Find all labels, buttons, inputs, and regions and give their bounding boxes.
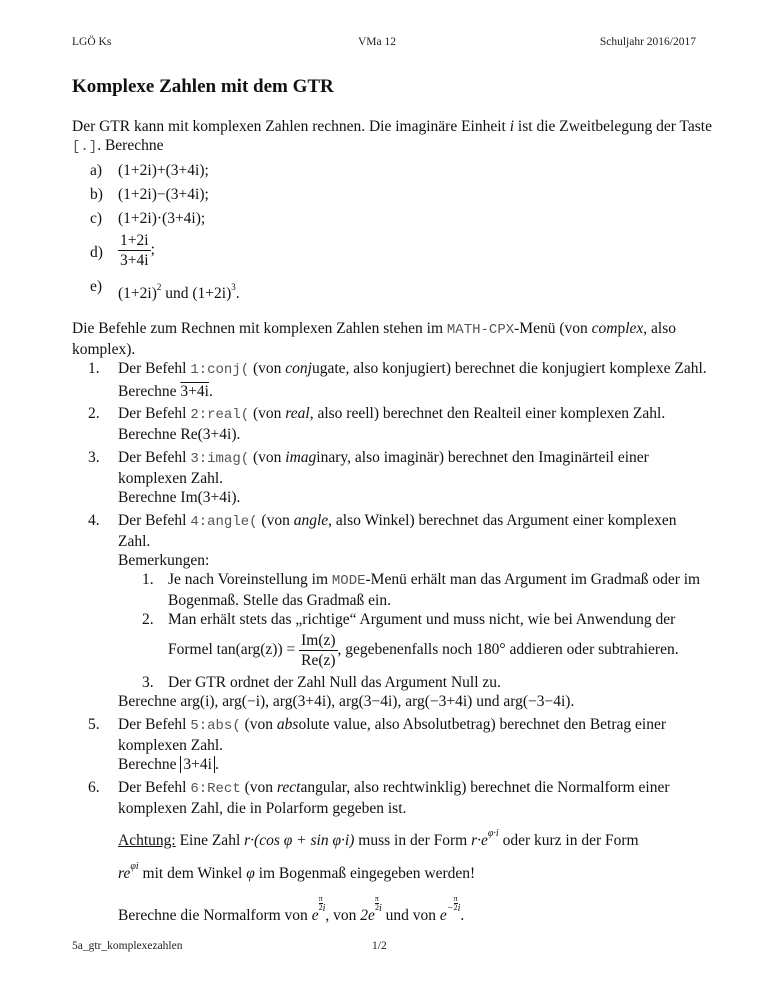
task-label: Berechne bbox=[118, 426, 181, 443]
task-label: Berechne bbox=[118, 383, 181, 400]
punctuation: . bbox=[214, 756, 219, 773]
punctuation: . bbox=[236, 489, 241, 506]
command-name: 4:angle( bbox=[190, 514, 258, 530]
task-line bbox=[118, 488, 712, 507]
exponent-i: i bbox=[322, 903, 326, 914]
text: Der GTR ordnet der Zahl Null das Argument Null zu. bbox=[168, 674, 501, 691]
emphasis: real bbox=[285, 405, 310, 422]
exponent-minus: − bbox=[446, 903, 454, 914]
task-line bbox=[118, 895, 712, 925]
task-expression: Im(3+4i) bbox=[180, 489, 237, 506]
text: inary, also imaginär) berechnet den Imaginärteil einer komplexen Zahl. bbox=[118, 449, 649, 487]
text: p bbox=[617, 320, 626, 337]
command-item-angle bbox=[72, 511, 712, 711]
remarks-label: Bemerkungen: bbox=[118, 552, 210, 569]
exponent: φ·i bbox=[487, 828, 499, 839]
footer-filename: 5a_gtr_komplexezahlen bbox=[72, 940, 183, 952]
pi: π bbox=[318, 894, 323, 903]
punctuation: . bbox=[236, 426, 241, 443]
two: 2 bbox=[318, 903, 323, 912]
text: Der Befehl bbox=[118, 360, 191, 377]
pi: π bbox=[453, 894, 458, 903]
text: Formel bbox=[168, 641, 217, 659]
warning-paragraph bbox=[118, 821, 712, 887]
emphasis: lex bbox=[625, 320, 644, 337]
command-item-imag bbox=[72, 448, 712, 507]
item-number: 1. bbox=[88, 360, 100, 377]
conjunction: und bbox=[165, 285, 189, 302]
exercise-item bbox=[72, 275, 712, 302]
text: (von bbox=[249, 360, 286, 377]
command-item-conj bbox=[72, 359, 712, 401]
exercise-label: e) bbox=[90, 278, 103, 295]
punctuation: . bbox=[460, 907, 465, 924]
text: angular, also rechtwinklig) berechnet die Normalform einer komplexen Zahl, die in Polarform gegeben ist. bbox=[118, 779, 670, 817]
task-line bbox=[118, 382, 712, 401]
command-item-abs bbox=[72, 715, 712, 774]
item-number: 2. bbox=[142, 611, 154, 628]
euler-e: e bbox=[439, 907, 447, 924]
key-label: [.] bbox=[72, 139, 98, 155]
exercise-label: c) bbox=[90, 210, 103, 227]
fraction-denominator: 3+4i bbox=[120, 252, 149, 269]
text: mit dem Winkel bbox=[138, 865, 247, 882]
task-label: Berechne die Normalform von bbox=[118, 907, 312, 924]
intro-paragraph bbox=[72, 117, 712, 157]
commands-intro bbox=[72, 319, 712, 359]
formula-line bbox=[168, 631, 712, 670]
angle-symbol: φ bbox=[246, 865, 255, 882]
text: (von bbox=[240, 779, 277, 796]
emphasis: angle bbox=[293, 512, 329, 529]
task-line bbox=[118, 692, 712, 711]
emphasis: imag bbox=[285, 449, 317, 466]
menu-name: MATH-CPX bbox=[446, 322, 515, 338]
text: (von bbox=[249, 449, 286, 466]
document-body bbox=[72, 117, 712, 925]
task-label: Berechne bbox=[118, 693, 181, 710]
punctuation: ; bbox=[150, 241, 155, 259]
header-schoolyear: Schuljahr 2016/2017 bbox=[599, 36, 696, 48]
exponent-i: i bbox=[457, 903, 461, 914]
emphasis: com bbox=[591, 320, 618, 337]
task-line bbox=[118, 755, 712, 774]
exp-form-expression: r·e bbox=[471, 832, 488, 849]
exponent: 3 bbox=[231, 282, 236, 292]
intro-text: Der GTR kann mit komplexen Zahlen rechnen. Die imaginäre Einheit bbox=[72, 118, 510, 135]
item-number: 4. bbox=[88, 512, 100, 529]
exercise-label: b) bbox=[90, 186, 103, 203]
formula-lhs: tan(arg(z)) = bbox=[216, 641, 300, 659]
text: , also reell) berechnet den Realteil einer komplexen Zahl. bbox=[309, 405, 666, 422]
text: (von bbox=[249, 405, 286, 422]
remark-item bbox=[118, 673, 712, 692]
exercise-list bbox=[72, 159, 712, 302]
page-title: Komplexe Zahlen mit dem GTR bbox=[72, 76, 334, 97]
text: Man erhält stets das „richtige“ Argument und muss nicht, wie bei Anwendung der bbox=[168, 611, 676, 628]
exercise-expression: (1+2i) bbox=[192, 285, 232, 302]
text: Der Befehl bbox=[118, 779, 191, 796]
text: (von bbox=[257, 512, 294, 529]
text: Eine Zahl bbox=[175, 832, 245, 849]
task-label: Berechne bbox=[118, 489, 181, 506]
command-list bbox=[72, 359, 712, 925]
exercise-item bbox=[72, 159, 712, 183]
intro-text: ist die Zweitbelegung der Taste bbox=[514, 118, 712, 135]
fraction bbox=[118, 231, 151, 270]
text: muss in der Form bbox=[354, 832, 472, 849]
text: Der Befehl bbox=[118, 512, 191, 529]
text: im Bogenmaß eingegeben werden! bbox=[254, 865, 476, 882]
footer-page-number: 1/2 bbox=[372, 940, 387, 952]
text: oder kurz in der Form bbox=[498, 832, 639, 849]
imaginary-unit: i bbox=[509, 118, 515, 135]
exercise-item bbox=[72, 231, 712, 275]
task-label: Berechne bbox=[118, 756, 181, 773]
exponent-i: i bbox=[378, 903, 382, 914]
remark-item bbox=[118, 570, 712, 610]
exercise-expression: (1+2i)−(3+4i); bbox=[118, 186, 209, 203]
item-number: 3. bbox=[88, 449, 100, 466]
punctuation: . bbox=[235, 285, 240, 302]
exponent: φi bbox=[130, 861, 139, 872]
item-number: 2. bbox=[88, 405, 100, 422]
menu-name: MODE bbox=[331, 573, 366, 589]
exercise-expression: (1+2i)+(3+4i); bbox=[118, 162, 209, 179]
two: 2 bbox=[374, 903, 379, 912]
command-name: 3:imag( bbox=[190, 451, 250, 467]
emphasis: rect bbox=[276, 779, 301, 796]
text: , von bbox=[325, 907, 361, 924]
exercise-item bbox=[72, 207, 712, 231]
pi: π bbox=[374, 894, 379, 903]
text: (von bbox=[240, 716, 277, 733]
command-name: 1:conj( bbox=[190, 362, 250, 378]
command-name: 6:Rect bbox=[190, 781, 241, 797]
two-e: 2e bbox=[360, 907, 375, 924]
emphasis: abs bbox=[276, 716, 299, 733]
command-item-rect bbox=[72, 778, 712, 925]
exercise-label: a) bbox=[90, 162, 103, 179]
fraction-denominator: Re(z) bbox=[301, 652, 336, 669]
exercise-expression: (1+2i) bbox=[118, 285, 157, 302]
task-line bbox=[118, 425, 712, 444]
text: Je nach Voreinstellung im bbox=[168, 571, 332, 588]
text: ugate, also konjugiert) berechnet die konjugiert komplexe Zahl. bbox=[311, 360, 707, 377]
exp-form-expression: re bbox=[118, 865, 131, 882]
text: Der Befehl bbox=[118, 405, 191, 422]
text: , gegebenenfalls noch 180° addieren oder subtrahieren. bbox=[337, 641, 679, 659]
task-expression: Re(3+4i) bbox=[180, 426, 237, 443]
exercise-item bbox=[72, 183, 712, 207]
item-number: 5. bbox=[88, 716, 100, 733]
item-number: 3. bbox=[142, 674, 154, 691]
two: 2 bbox=[453, 903, 458, 912]
remarks-list bbox=[118, 570, 712, 692]
item-number: 1. bbox=[142, 571, 154, 588]
exercise-expression: (1+2i)·(3+4i); bbox=[118, 210, 206, 227]
header-course: VMa 12 bbox=[358, 36, 397, 48]
intro-text: . Berechne bbox=[97, 137, 164, 154]
euler-e: e bbox=[311, 907, 319, 924]
punctuation: . bbox=[570, 693, 575, 710]
fraction bbox=[299, 631, 337, 670]
command-item-real bbox=[72, 404, 712, 444]
item-number: 6. bbox=[88, 779, 100, 796]
text: -Menü (von bbox=[514, 320, 592, 337]
text: Der Befehl bbox=[118, 449, 191, 466]
text: Die Befehle zum Rechnen mit komplexen Zahlen stehen im bbox=[72, 320, 447, 337]
warning-label: Achtung: bbox=[118, 832, 176, 849]
task-expression: arg(i), arg(−i), arg(3+4i), arg(3−4i), arg(−3+4i) und arg(−3−4i) bbox=[180, 693, 571, 710]
polar-form-expression: r·(cos φ + sin φ·i) bbox=[244, 832, 355, 849]
remark-item bbox=[118, 610, 712, 670]
emphasis: conj bbox=[285, 360, 312, 377]
text: , also Winkel) berechnet das Argument einer komplexen Zahl. bbox=[118, 512, 677, 550]
punctuation: . bbox=[208, 383, 213, 400]
task-expression: 3+4i bbox=[180, 383, 209, 400]
exercise-label: d) bbox=[90, 244, 103, 261]
text: und von bbox=[381, 907, 440, 924]
command-name: 5:abs( bbox=[190, 718, 241, 734]
exponent: 2 bbox=[156, 282, 162, 292]
fraction-numerator: Im(z) bbox=[301, 632, 336, 649]
text: -Menü erhält man das Argument im Gradmaß oder im Bogenmaß. Stelle das Gradmaß ein. bbox=[168, 571, 701, 609]
fraction-numerator: 1+2i bbox=[120, 232, 149, 249]
command-name: 2:real( bbox=[190, 407, 250, 423]
task-expression: 3+4i bbox=[180, 756, 215, 773]
text: olute value, also Absolutbetrag) berechnet den Betrag einer komplexen Zahl. bbox=[118, 716, 667, 754]
header-school: LGÖ Ks bbox=[72, 36, 112, 48]
text: , also komplex). bbox=[72, 320, 676, 358]
text: Der Befehl bbox=[118, 716, 191, 733]
